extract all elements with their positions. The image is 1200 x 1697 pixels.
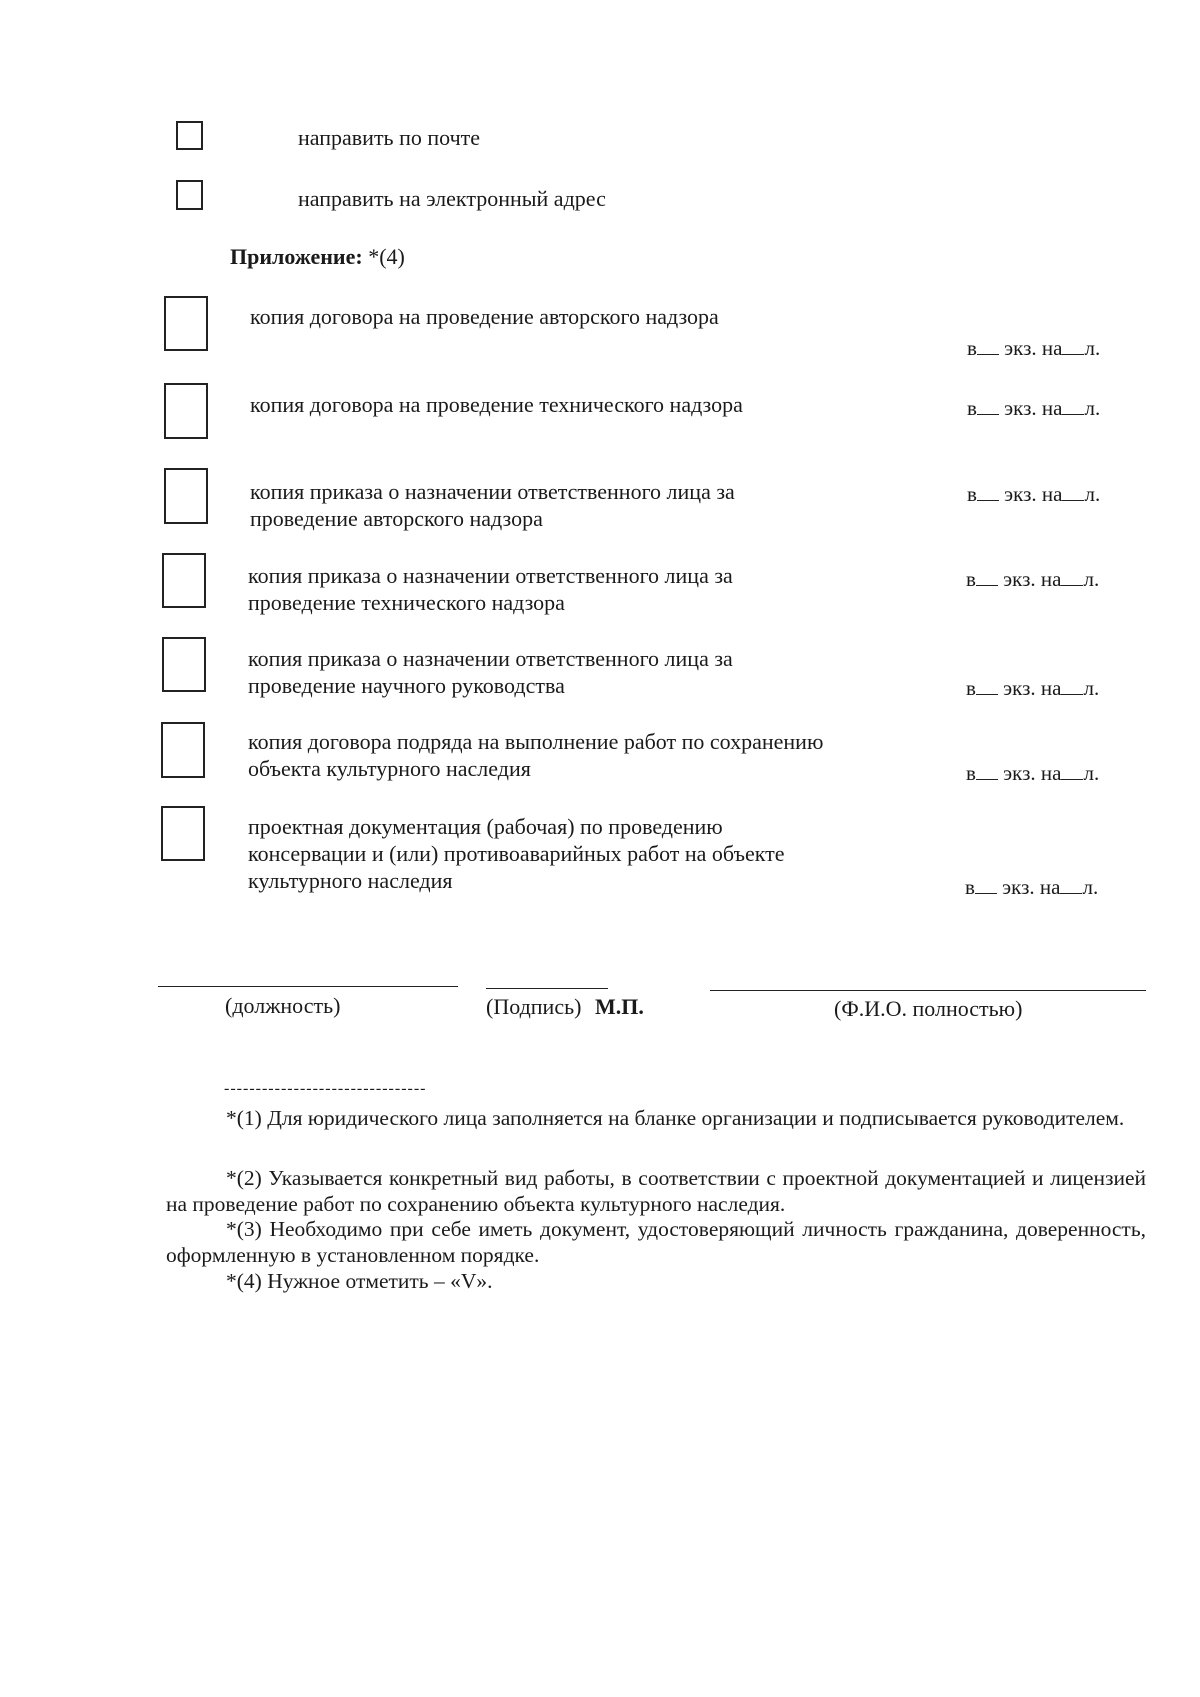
appendix-item-7-line-3: культурного наследия bbox=[248, 868, 453, 893]
pages-count-field[interactable] bbox=[1062, 336, 1084, 355]
copies-mid: экз. на bbox=[1003, 761, 1062, 785]
copies-prefix: в bbox=[967, 482, 977, 506]
copies-suffix: л. bbox=[1084, 482, 1101, 506]
name-label: (Ф.И.О. полностью) bbox=[834, 996, 1023, 1021]
appendix-item-5-text bbox=[248, 645, 733, 699]
copies-mid: экз. на bbox=[1002, 875, 1061, 899]
footnote-separator: -------------------------------- bbox=[224, 1080, 427, 1097]
appendix-item-4-copies bbox=[966, 566, 1099, 592]
appendix-item-2-copies bbox=[967, 395, 1100, 421]
appendix-item-7-line-1: проектная документация (рабочая) по проведению bbox=[248, 814, 723, 839]
copies-prefix: в bbox=[966, 567, 976, 591]
appendix-title: Приложение: bbox=[230, 244, 363, 269]
appendix-item-3-checkbox[interactable] bbox=[164, 468, 208, 524]
copies-prefix: в bbox=[966, 761, 976, 785]
copies-suffix: л. bbox=[1083, 567, 1100, 591]
signature-label-group bbox=[486, 993, 644, 1020]
position-signature-line[interactable] bbox=[158, 986, 458, 987]
appendix-heading bbox=[230, 243, 405, 270]
copies-suffix: л. bbox=[1083, 761, 1100, 785]
delivery-email-label: направить на электронный адрес bbox=[298, 186, 606, 211]
appendix-item-6-line-2: объекта культурного наследия bbox=[248, 756, 531, 781]
appendix-item-7-copies bbox=[965, 874, 1098, 900]
appendix-item-3-copies bbox=[967, 481, 1100, 507]
copies-suffix: л. bbox=[1082, 875, 1099, 899]
appendix-item-6-checkbox[interactable] bbox=[161, 722, 205, 778]
copies-prefix: в bbox=[966, 676, 976, 700]
appendix-item-4-checkbox[interactable] bbox=[162, 553, 206, 608]
appendix-item-2-checkbox[interactable] bbox=[164, 383, 208, 439]
pages-count-field[interactable] bbox=[1062, 482, 1084, 501]
footnote-1: *(1) Для юридического лица заполняется на бланке организации и подписывается руководителем. bbox=[226, 1106, 1125, 1130]
appendix-item-2-line-1: копия договора на проведение технического надзора bbox=[250, 392, 743, 417]
footnote-4: *(4) Нужное отметить – «V». bbox=[226, 1269, 493, 1293]
appendix-item-5-copies bbox=[966, 675, 1099, 701]
appendix-item-1-line-1: копия договора на проведение авторского надзора bbox=[250, 304, 719, 329]
appendix-item-3-text bbox=[250, 478, 735, 532]
appendix-item-1-checkbox[interactable] bbox=[164, 296, 208, 351]
delivery-email-checkbox[interactable] bbox=[176, 180, 203, 210]
appendix-item-2-text bbox=[250, 391, 743, 418]
copies-count-field[interactable] bbox=[976, 567, 998, 586]
appendix-item-5-line-2: проведение научного руководства bbox=[248, 673, 565, 698]
appendix-note: *(4) bbox=[368, 244, 405, 269]
pages-count-field[interactable] bbox=[1061, 567, 1083, 586]
copies-suffix: л. bbox=[1083, 676, 1100, 700]
appendix-item-1-copies bbox=[967, 335, 1100, 361]
copies-count-field[interactable] bbox=[977, 396, 999, 415]
footnote-3: *(3) Необходимо при себе иметь документ, удостоверяющий личность гражданина, доверенность, оформленную в установленном порядке. bbox=[166, 1217, 1146, 1267]
copies-prefix: в bbox=[967, 336, 977, 360]
delivery-post-checkbox[interactable] bbox=[176, 121, 203, 150]
signature-line[interactable] bbox=[486, 988, 608, 989]
copies-prefix: в bbox=[965, 875, 975, 899]
copies-mid: экз. на bbox=[1004, 482, 1063, 506]
appendix-item-4-text bbox=[248, 562, 733, 616]
copies-mid: экз. на bbox=[1003, 676, 1062, 700]
copies-count-field[interactable] bbox=[975, 875, 997, 894]
copies-suffix: л. bbox=[1084, 336, 1101, 360]
copies-mid: экз. на bbox=[1003, 567, 1062, 591]
copies-count-field[interactable] bbox=[977, 482, 999, 501]
appendix-item-5-line-1: копия приказа о назначении ответственного лица за bbox=[248, 646, 733, 671]
appendix-item-7-text bbox=[248, 813, 785, 894]
appendix-item-6-line-1: копия договора подряда на выполнение работ по сохранению bbox=[248, 729, 824, 754]
appendix-item-4-line-2: проведение технического надзора bbox=[248, 590, 565, 615]
position-label: (должность) bbox=[225, 993, 341, 1018]
copies-mid: экз. на bbox=[1004, 336, 1063, 360]
copies-count-field[interactable] bbox=[976, 676, 998, 695]
signature-label: (Подпись) bbox=[486, 994, 582, 1019]
pages-count-field[interactable] bbox=[1061, 761, 1083, 780]
appendix-item-1-text bbox=[250, 303, 719, 330]
copies-count-field[interactable] bbox=[976, 761, 998, 780]
appendix-item-6-copies bbox=[966, 760, 1099, 786]
footnote-2: *(2) Указывается конкретный вид работы, в соответствии с проектной документацией и лицензией на проведение работ по сохранению объекта культурного наследия. bbox=[166, 1166, 1146, 1216]
name-signature-line[interactable] bbox=[710, 990, 1146, 991]
seal-label: М.П. bbox=[594, 994, 644, 1019]
appendix-item-7-checkbox[interactable] bbox=[161, 806, 205, 861]
pages-count-field[interactable] bbox=[1060, 875, 1082, 894]
appendix-item-3-line-2: проведение авторского надзора bbox=[250, 506, 543, 531]
appendix-item-4-line-1: копия приказа о назначении ответственного лица за bbox=[248, 563, 733, 588]
copies-suffix: л. bbox=[1084, 396, 1101, 420]
appendix-item-7-line-2: консервации и (или) противоаварийных работ на объекте bbox=[248, 841, 785, 866]
appendix-item-5-checkbox[interactable] bbox=[162, 637, 206, 692]
appendix-item-6-text bbox=[248, 728, 823, 782]
copies-prefix: в bbox=[967, 396, 977, 420]
copies-count-field[interactable] bbox=[977, 336, 999, 355]
copies-mid: экз. на bbox=[1004, 396, 1063, 420]
appendix-item-3-line-1: копия приказа о назначении ответственного лица за bbox=[250, 479, 735, 504]
pages-count-field[interactable] bbox=[1062, 396, 1084, 415]
pages-count-field[interactable] bbox=[1061, 676, 1083, 695]
delivery-post-label: направить по почте bbox=[298, 125, 481, 150]
